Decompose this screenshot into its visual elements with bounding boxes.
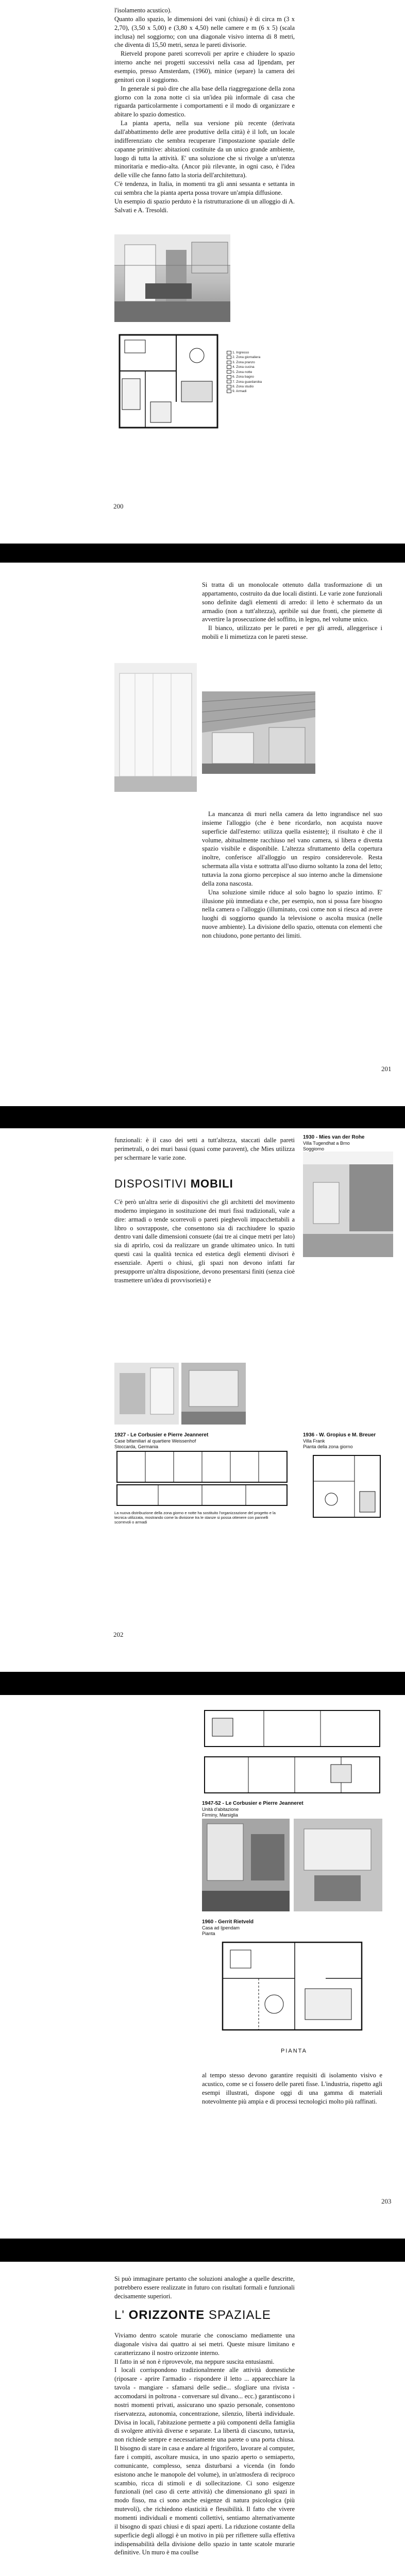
unite-photo-1-drawing [202, 1819, 290, 1911]
page-201 [0, 563, 405, 1106]
weissenhof-plan [114, 1449, 290, 1508]
weissenhof-photo-1 [114, 1363, 179, 1425]
paragraph: al tempo stesso devono garantire requisiti di isolamento visivo e acustico, come se ci fossero delle pareti fisse. L'industria, rispetto agli esempi illustrati, dispone oggi di una gamma di materiali notevolmente più ampia e di processi tecnologici molto più raffinati. [202, 2072, 382, 2105]
page-number: 202 [113, 1631, 124, 1638]
weissenhof-photo-1-drawing [114, 1363, 179, 1425]
loft-photo-right-drawing [202, 691, 315, 774]
legend-item: 6. Zona bagno [227, 375, 262, 379]
paragraph: C'è tendenza, in Italia, in momenti tra gli anni sessanta e settanta in cui sembra che la pianta aperta possa trovare un'ampia diffusione. [114, 180, 295, 197]
paragraph: funzionali: è il caso dei setti a tutt'altezza, staccati dalle pareti perimetrali, o dei muri bassi (quasi come paravent), che Mies utilizza per schermare le varie zone. [114, 1137, 295, 1161]
apartment-plan-drawing [114, 330, 223, 433]
weissenhof-plan-drawing [114, 1449, 290, 1508]
apartment-plan [114, 330, 223, 433]
page-204 [0, 2262, 405, 2576]
apartment-photo [114, 234, 230, 322]
page-204-text-main [114, 2331, 295, 2557]
page-201-text-bottom [202, 810, 382, 940]
title-part: SPAZIALE [205, 2308, 271, 2322]
paragraph: Il bianco, utilizzato per le pareti e per gli arredi, alleggerisce i mobili e li mimetizza con le pareti stesse. [202, 624, 382, 641]
paragraph: In generale si può dire che alla base della riaggregazione della zona giorno con la zona notte ci sia un'idea più informale di casa che riguarda particolarmente i comportamenti e il modo di organizzare e abitare lo spazio domestico. [114, 84, 295, 118]
paragraph: Un esempio di spazio perduto è la ristrutturazione di un alloggio di A. Salvati e A. Tresoldi. [114, 197, 295, 214]
title-part: DISPOSITIVI [114, 1177, 191, 1190]
ijpendam-plan [202, 1937, 382, 2045]
loft-photo-left-drawing [114, 663, 197, 792]
caption: 1960 - Gerrit Rietveld Casa ad Ijpendam Pianta [202, 1919, 254, 1936]
paragraph: l'isolamento acustico). [114, 7, 172, 14]
title-part: MOBILI [190, 1177, 233, 1190]
page-203-text [202, 2071, 382, 2106]
page-number: 203 [381, 2197, 392, 2205]
page-204-text-top [114, 2275, 295, 2301]
legend-item: 7. Zona guardaroba [227, 380, 262, 384]
villa-frank-plan [308, 1450, 385, 1522]
page-203 [0, 1695, 405, 2239]
page-201-text-top [202, 581, 382, 641]
weissenhof-photo-2 [181, 1363, 246, 1425]
legend-item: 8. Zona studio [227, 384, 262, 389]
paragraph: I locali corrispondono tradizionalmente alle attività domestiche (riposare - aprire l'armadio - rispondere il letto ... apparecchiare la tavola - mangiare - sfamarsi delle sedie... sfogliare una rivista - accomodarsi in poltrona - conversare sul divano... ecc.) garantiscono i nostri momenti privati, assicurano uno spazio personale, consentono riservatezza, autonomia, concentrazione, silenzio, libertà individuale. Divisa in locali, l'abitazione permette a più componenti della famiglia di svolgere attività diverse e separate. La libertà di ciascuno, tuttavia, non richiede sempre e necessariamente una parete o una porta chiusa. Il bisogno di stare in casa e andare al frigorifero, lavorare al computer, fare i compiti, ascoltare musica, in uno spazio aperto o semiaperto, comunicante, complesso, senza disturbarsi a vicenda (in fondo esistono anche le manopole del volume), in un'atmosfera di reciproco scambio, ricca di stimoli e di sollecitazione. Ci sono esigenze funzionali (nel caso di certe attività) che dimensionano gli spazi in modo fisso, ma ci sono anche esigenze di natura psicologica (più mutevoli), che richiedono elasticità e flessibilità. Il fatto che vivere momenti individuali e momenti collettivi, sentiamo alternativamente il bisogno di spazi chiusi e di spazi aperti. La riduzione costante della superficie degli alloggi è un motivo in più per riflettere sulla effettiva indispensabilità della divisione dello spazio in tante scatole murarie definitive. Un muro è ma coullse [114, 2366, 295, 2556]
caption: 1936 - W. Gropius e M. Breuer Villa Frank Pianta della zona giorno [303, 1432, 376, 1449]
paragraph: Si può immaginare pertanto che soluzioni analoghe a quelle descritte, potrebbero essere realizzate in futuro con risultati formali e funzionali decisamente superiori. [114, 2275, 295, 2300]
paragraph: La mancanza di muri nella camera da letto ingrandisce nel suo insieme l'alloggio (che è bene ricordarlo, non acquista nuove superficie dall'esterno: utilizza quella esistente); il risultato è che il volume, abitualmente racchiuso nel vano camera, si libera e diventa spazio visibile e disponibile. L'altezza sfruttamento della copertura inoltre, conferisce all'alloggio un respiro considerevole. Resta schermata alla vista e sottratta all'uso diurno soltanto la zona del letto; tuttavia la zona giorno percepisce al suo interno anche la dimensione della zona nascosta. [202, 810, 382, 887]
legend-item: 3. Zona pranzo [227, 360, 262, 365]
plan-legend [227, 350, 262, 394]
paragraph: Viviamo dentro scatole murarie che conosciamo mediamente una diagonale visiva dai quattro ai sei metri. Queste misure limitano e caratterizzano il nostro orizzonte interno. [114, 2332, 295, 2357]
title-part: L' [114, 2308, 129, 2322]
caption: 1927 - Le Corbusier e Pierre Jeanneret Case bifamiliari al quartiere Weissenhof Stoccarda, Germania [114, 1432, 209, 1449]
weissenhof-photo-2-drawing [181, 1363, 246, 1425]
loft-photo-right [202, 691, 315, 774]
paragraph: Si tratta di un monolocale ottenuto dalla trasformazione di un appartamento, costruito da due locali distinti. Le varie zone funzionali sono definite dagli elementi di arredo: il letto è schermato da un armadio (non a tutt'altezza), apribile sui due fronti, che piemette di avvertire la prosecuzione del soffitto, in legno, nel volume unico. [202, 581, 382, 623]
unite-photo-2-drawing [294, 1819, 382, 1911]
page-number: 200 [113, 502, 124, 510]
legend-item: 1. Ingresso [227, 350, 262, 355]
plan-label: PIANTA [281, 2048, 307, 2054]
paragraph: Quanto allo spazio, le dimensioni dei vani (chiusi) è di circa m (3 x 2,70), (3,50 x 5,00) e (3,80 x 4,50) nelle camere e m (6 x 5) (scala inclusa) nel soggiorno; con una diagonale visivo interna di 8 metri, che diventa di 15,50 metri, senza le pareti divisorie. [114, 15, 295, 49]
page-202 [0, 1128, 405, 1672]
tugendhat-photo-drawing [303, 1151, 393, 1257]
unite-photo-1 [202, 1819, 290, 1911]
page-202-text-main [114, 1198, 295, 1285]
unite-plan-drawing [202, 1708, 382, 1798]
page-200-text [114, 6, 295, 215]
title-part: ORIZZONTE [128, 2308, 205, 2322]
page-202-text-top [114, 1136, 295, 1162]
tugendhat-photo [303, 1151, 393, 1257]
section-title [114, 1177, 233, 1191]
page-200 [0, 0, 405, 544]
ijpendam-plan-drawing [202, 1937, 382, 2045]
paragraph: La pianta aperta, nella sua versione più recente (derivata dall'abbattimento delle aree produttive della città) è il loft, un locale indifferenziato che sembra recuperare l'impostazione spaziale delle capanne primitive: abitazioni costituite da un unico grande ambiente, luogo di tutta la attività. E' una soluzione che si rivolge a un'utenza minoritaria e medio-alta. (Ancor più rilevante, in ogni caso, è l'idea delle ville che fanno fatto la storia dell'architettura). [114, 120, 295, 179]
page-number: 201 [381, 1065, 392, 1073]
legend-item: 9. Armadi [227, 389, 262, 394]
paragraph: C'è però un'altra serie di dispositivi che gli architetti del movimento moderno impiegano in sostituzione dei muri fissi tradizionali, vale a dire: armadi o tende scorrevoli o pareti pieghevoli impacchettabili a libro o sovrapposte, che consentono sia di racchiudere lo spazio dentro vani dalle dimensioni consuete (dai tre ai cinque metri per lato) sia di aprirlo, così da realizzare un grande ultimateo unico. In tutti questi casi la qualità tecnica ed estetica degli elementi divisori è essenziale. Aperti o chiusi, gli spazi non devono infatti far presupporre un'altra disposizione, devono presentarsi finiti (senza cioè trasmettere un'idea di provvisorietà) e [114, 1198, 295, 1284]
legend-item: 4. Zona cucina [227, 365, 262, 369]
legend-item: 2. Zona giornaliera [227, 355, 262, 360]
loft-photo-left [114, 663, 197, 792]
caption: 1947-52 - Le Corbusier e Pierre Jeanneret Unità d'abitazione Firminy, Marsiglia [202, 1801, 303, 1818]
paragraph: Rietveld propone pareti scorrevoli per aprire e chiudere lo spazio interno anche nei progetti successivi nella casa ad Ijpendam, per esempio, presso Amsterdam, (1960), minice (separe) la camera dei genitori con il soggiorno. [114, 50, 295, 83]
paragraph: Il fatto in sé non è riprovevole, ma neppure suscita entusiasmi. [114, 2358, 275, 2365]
paragraph: Una soluzione simile riduce al solo bagno lo spazio intimo. E' illusione più immediata e che, per esempio, non si possa fare bisogno nella camera o l'alloggio (illuminato, così come non si riesca ad avere luoghi di soggiorno quando la televisione o ascolta musica (nelle nuove ambiente). La divisione dello spazio, ottenuta con elementi che non chiudono, pone pertanto dei limiti. [202, 888, 382, 940]
apartment-photo-drawing [114, 234, 230, 322]
caption: 1930 - Mies van der Rohe Villa Tugendhat a Brno Soggiorno [303, 1134, 365, 1151]
unite-photo-2 [294, 1819, 382, 1911]
legend-item: 5. Zona notte [227, 370, 262, 375]
unite-plan [202, 1708, 382, 1798]
section-title [114, 2308, 271, 2323]
villa-frank-plan-drawing [308, 1450, 385, 1522]
caption-long: La nuova distribuzione della zona giorno e notte ha sostituito l'organizzazione del progetto e la tecnica utilizzata, mostrando come la divisione tra le stanze si possa ottenere con pannelli scorrevoli o armadi [114, 1511, 276, 1524]
